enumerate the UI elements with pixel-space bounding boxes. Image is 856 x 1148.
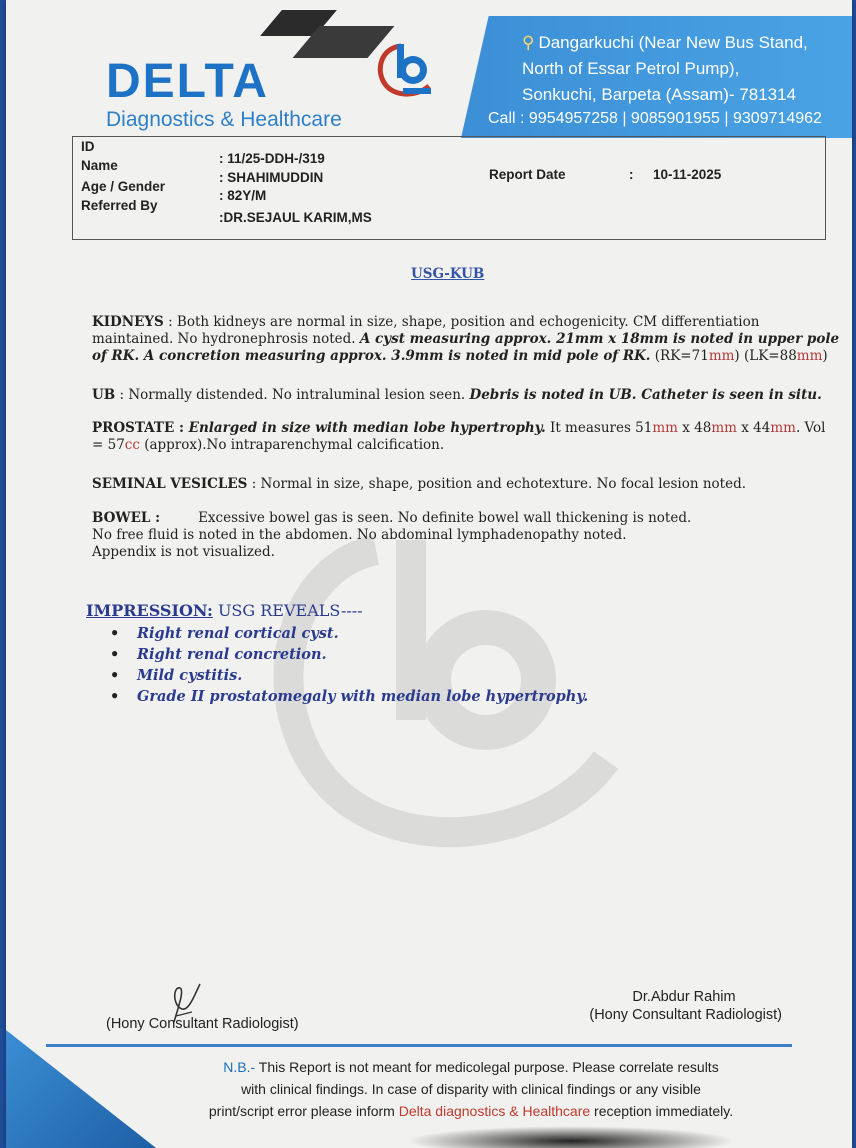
report-title: USG-KUB — [411, 266, 485, 282]
referred-by-label: Referred By — [81, 198, 158, 213]
seminal-vesicles-label: SEMINAL VESICLES — [92, 476, 248, 492]
logo-subtitle: Diagnostics & Healthcare — [106, 108, 342, 131]
footer-nb-brand: Delta diagnostics & Healthcare — [398, 1103, 591, 1119]
prostate-volume: . Vol = 57 — [92, 420, 826, 453]
kidneys-rk: (RK=71 — [650, 348, 709, 364]
report-date-colon: : — [629, 167, 634, 182]
ub-text: : Normally distended. No intraluminal lesion seen. — [115, 387, 470, 403]
kidneys-label: KIDNEYS — [92, 314, 164, 330]
footer-note — [156, 1056, 786, 1122]
clinic-phone: Call : 9954957258 | 9085901955 | 9309714962 — [488, 110, 822, 127]
location-pin-icon: ⚲ — [522, 33, 535, 52]
ub-section — [92, 387, 840, 404]
impression-label: IMPRESSION: — [86, 601, 213, 620]
prostate-volume-unit: cc — [124, 437, 140, 453]
address-line-1: Dangarkuchi (Near New Bus Stand, — [538, 33, 808, 52]
footer-nb-line-3: print/script error please inform — [208, 1103, 399, 1119]
footer-nb-line-3-end: reception immediately. — [590, 1103, 734, 1119]
kidneys-section — [92, 314, 840, 365]
id-label: ID — [81, 139, 95, 154]
seminal-vesicles-section — [92, 476, 840, 493]
impression-item: • Right renal cortical cyst. — [110, 623, 588, 644]
prostate-unit-2: mm — [711, 420, 737, 436]
name-value: : SHAHIMUDDIN — [219, 170, 324, 185]
prostate-section — [92, 420, 840, 454]
report-page — [6, 0, 852, 1148]
footer-divider — [46, 1044, 792, 1047]
address-line-2: North of Essar Petrol Pump), — [522, 59, 740, 78]
prostate-unit-3: mm — [770, 420, 796, 436]
free-fluid-text: No free fluid is noted in the abdomen. No abdominal lymphadenopathy noted. — [92, 527, 627, 543]
impression-suffix: USG REVEALS---- — [212, 601, 363, 620]
seminal-vesicles-text: : Normal in size, shape, position and echotexture. No focal lesion noted. — [247, 476, 747, 492]
age-gender-label: Age / Gender — [81, 179, 166, 194]
prostate-calcification: (approx).No intraparenchymal calcification. — [139, 437, 445, 453]
footer-nb-line-2: with clinical findings. In case of disparity with clinical findings or any visible — [241, 1081, 701, 1097]
ub-findings: Debris is noted in UB. Catheter is seen in situ. — [469, 387, 822, 403]
prostate-measure-2: x 48 — [677, 420, 712, 436]
impression-item: • Right renal concretion. — [110, 644, 588, 665]
kidneys-lk: ) (LK=88 — [734, 348, 797, 364]
right-signatory-name: Dr.Abdur Rahim — [632, 989, 736, 1005]
kidneys-close: ) — [822, 348, 828, 364]
id-value: : 11/25-DDH-/319 — [219, 151, 325, 166]
prostate-label: PROSTATE : — [92, 420, 189, 436]
impression-list — [110, 623, 588, 707]
bowel-label: BOWEL : — [92, 510, 161, 526]
logo-text: DELTA — [106, 55, 269, 108]
left-signatory-title: (Hony Consultant Radiologist) — [106, 1016, 299, 1032]
footer-nb-prefix: N.B.- — [223, 1059, 256, 1075]
prostate-measure-3: x 44 — [736, 420, 771, 436]
impression-heading — [86, 601, 363, 620]
right-signatory-title: (Hony Consultant Radiologist) — [589, 1007, 782, 1023]
report-date-value: 10-11-2025 — [653, 167, 722, 182]
footer-corner-decoration — [6, 1030, 156, 1148]
age-gender-value: : 82Y/M — [219, 188, 267, 203]
kidneys-text: : Both kidneys are normal in size, shape, position and echogenicity. CM differentiation maintained. No hydronephrosis noted. — [92, 314, 760, 347]
address-line-3: Sonkuchi, Barpeta (Assam)- 781314 — [522, 85, 797, 104]
appendix-text: Appendix is not visualized. — [92, 544, 275, 560]
prostate-measure-1: It measures 51 — [545, 420, 653, 436]
prostate-findings: Enlarged in size with median lobe hypertrophy. — [188, 420, 546, 436]
ub-label: UB — [92, 387, 116, 403]
bowel-text: Excessive bowel gas is seen. No definite bowel wall thickening is noted. — [198, 510, 692, 526]
bowel-section — [92, 510, 840, 561]
bottom-shadow — [406, 1126, 736, 1148]
kidneys-lk-unit: mm — [796, 348, 823, 364]
kidneys-rk-unit: mm — [708, 348, 735, 364]
kidneys-findings: A cyst measuring approx. 21mm x 18mm is noted in upper pole of RK. A concretion measuring approx. 3.9mm is noted in mid pole of RK. — [92, 331, 840, 364]
referred-by-value: :DR.SEJAUL KARIM,MS — [219, 210, 372, 225]
patient-info-box — [72, 136, 826, 240]
clinic-address — [522, 30, 808, 108]
impression-item: • Mild cystitis. — [110, 665, 588, 686]
footer-nb-line-1: This Report is not meant for medicolegal purpose. Please correlate results — [255, 1059, 719, 1075]
impression-item: • Grade II prostatomegaly with median lobe hypertrophy. — [110, 686, 588, 707]
prostate-unit-1: mm — [652, 420, 678, 436]
report-date-label: Report Date — [489, 167, 566, 182]
name-label: Name — [81, 158, 118, 173]
right-signatory — [566, 988, 782, 1024]
clinic-logo-icon — [371, 40, 441, 102]
